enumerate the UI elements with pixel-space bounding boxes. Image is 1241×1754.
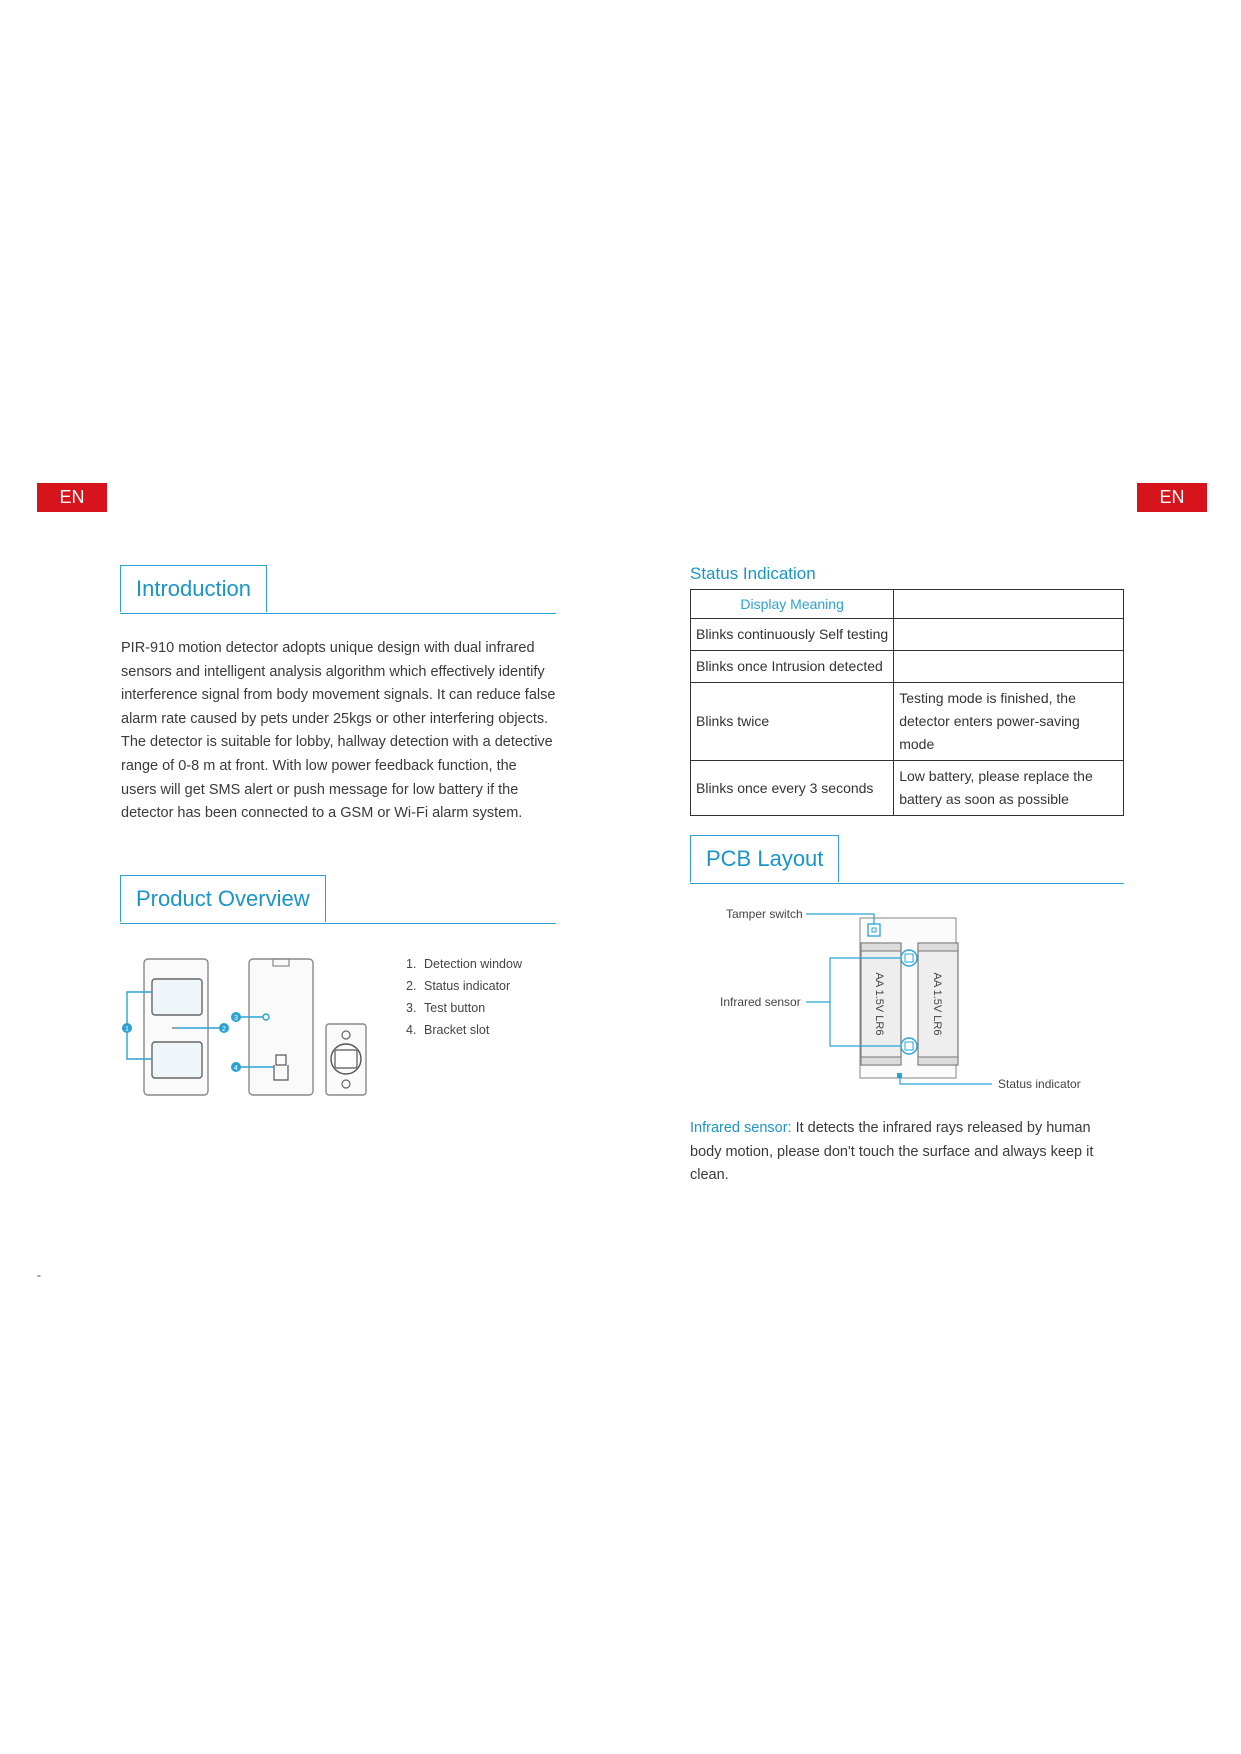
list-item: 4. Bracket slot — [406, 1023, 490, 1037]
callout-2-label: 2 — [222, 1026, 226, 1033]
table-row — [691, 683, 1124, 761]
table-cell-display: Blinks once every 3 seconds — [691, 761, 894, 816]
introduction-title: Introduction — [120, 565, 267, 612]
table-row — [691, 651, 1124, 683]
list-item: 3. Test button — [406, 1001, 486, 1015]
table-header-cell: Display Meaning — [691, 590, 894, 619]
callout-1-label: 1 — [125, 1026, 129, 1033]
table-cell-display: Blinks twice — [691, 683, 894, 761]
status-table — [690, 589, 1124, 816]
detection-window-lower — [152, 1042, 202, 1078]
introduction-heading — [120, 565, 556, 614]
list-item: 2. Status indicator — [406, 979, 511, 993]
infrared-sensor-upper — [901, 950, 917, 966]
callout-4-label: 4 — [234, 1065, 238, 1072]
pcb-layout-diagram — [710, 900, 1100, 1100]
table-cell-meaning — [894, 619, 1124, 651]
pcb-caption — [690, 1117, 1120, 1188]
status-indicator-label: Status indicator — [998, 1077, 1081, 1091]
tamper-switch-label: Tamper switch — [726, 907, 803, 921]
table-cell-display: Blinks once Intrusion detected — [691, 651, 894, 683]
battery-1-label: AA 1.5V LR6 — [873, 972, 885, 1036]
detector-back-body — [249, 959, 313, 1095]
product-overview-heading — [120, 875, 556, 924]
pcb-caption-text: It detects the infrared rays released by human body motion, please don't touch the surface and always keep it clean. — [690, 1120, 1094, 1184]
list-item: 1. Detection window — [406, 957, 522, 971]
pcb-layout-title: PCB Layout — [690, 835, 839, 882]
battery-2-label: AA 1.5V LR6 — [931, 972, 943, 1036]
product-overview-title: Product Overview — [120, 875, 326, 922]
infrared-sensor-label: Infrared sensor — [720, 995, 801, 1009]
table-row — [691, 619, 1124, 651]
table-header-cell-empty — [894, 590, 1124, 619]
pcb-layout-heading — [690, 835, 1124, 884]
callout-3-label: 3 — [234, 1015, 238, 1022]
table-cell-display: Blinks continuously Self testing — [691, 619, 894, 651]
language-badge-left: EN — [37, 483, 107, 512]
table-cell-meaning — [894, 651, 1124, 683]
table-cell-meaning: Testing mode is finished, the detector enters power-saving mode — [894, 683, 1124, 761]
language-badge-right: EN — [1137, 483, 1207, 512]
infrared-sensor-lower — [901, 1038, 917, 1054]
product-overview-diagram — [118, 955, 378, 1105]
status-indication-title: Status Indication — [690, 564, 816, 583]
table-cell-meaning: Low battery, please replace the battery as soon as possible — [894, 761, 1124, 816]
introduction-paragraph: PIR-910 motion detector adopts unique design with dual infrared sensors and intelligent analysis algorithm which effectively identify interference signal from body movement signals. It can reduce false alarm rate caused by pets under 25kgs or other interfering objects. The detector is suitable for lobby, hallway detection with a detective range of 0-8 m at front. With low power feedback function, the users will get SMS alert or push message for low battery if the detector has been connected to a GSM or Wi-Fi alarm system. — [121, 640, 556, 822]
footer-mark: - — [37, 1268, 41, 1282]
status-indicator-led — [897, 1073, 902, 1078]
detection-window-upper — [152, 979, 202, 1015]
pcb-caption-label: Infrared sensor: — [690, 1120, 792, 1136]
table-header-row — [691, 590, 1124, 619]
product-overview-list — [406, 953, 522, 1041]
table-row — [691, 761, 1124, 816]
